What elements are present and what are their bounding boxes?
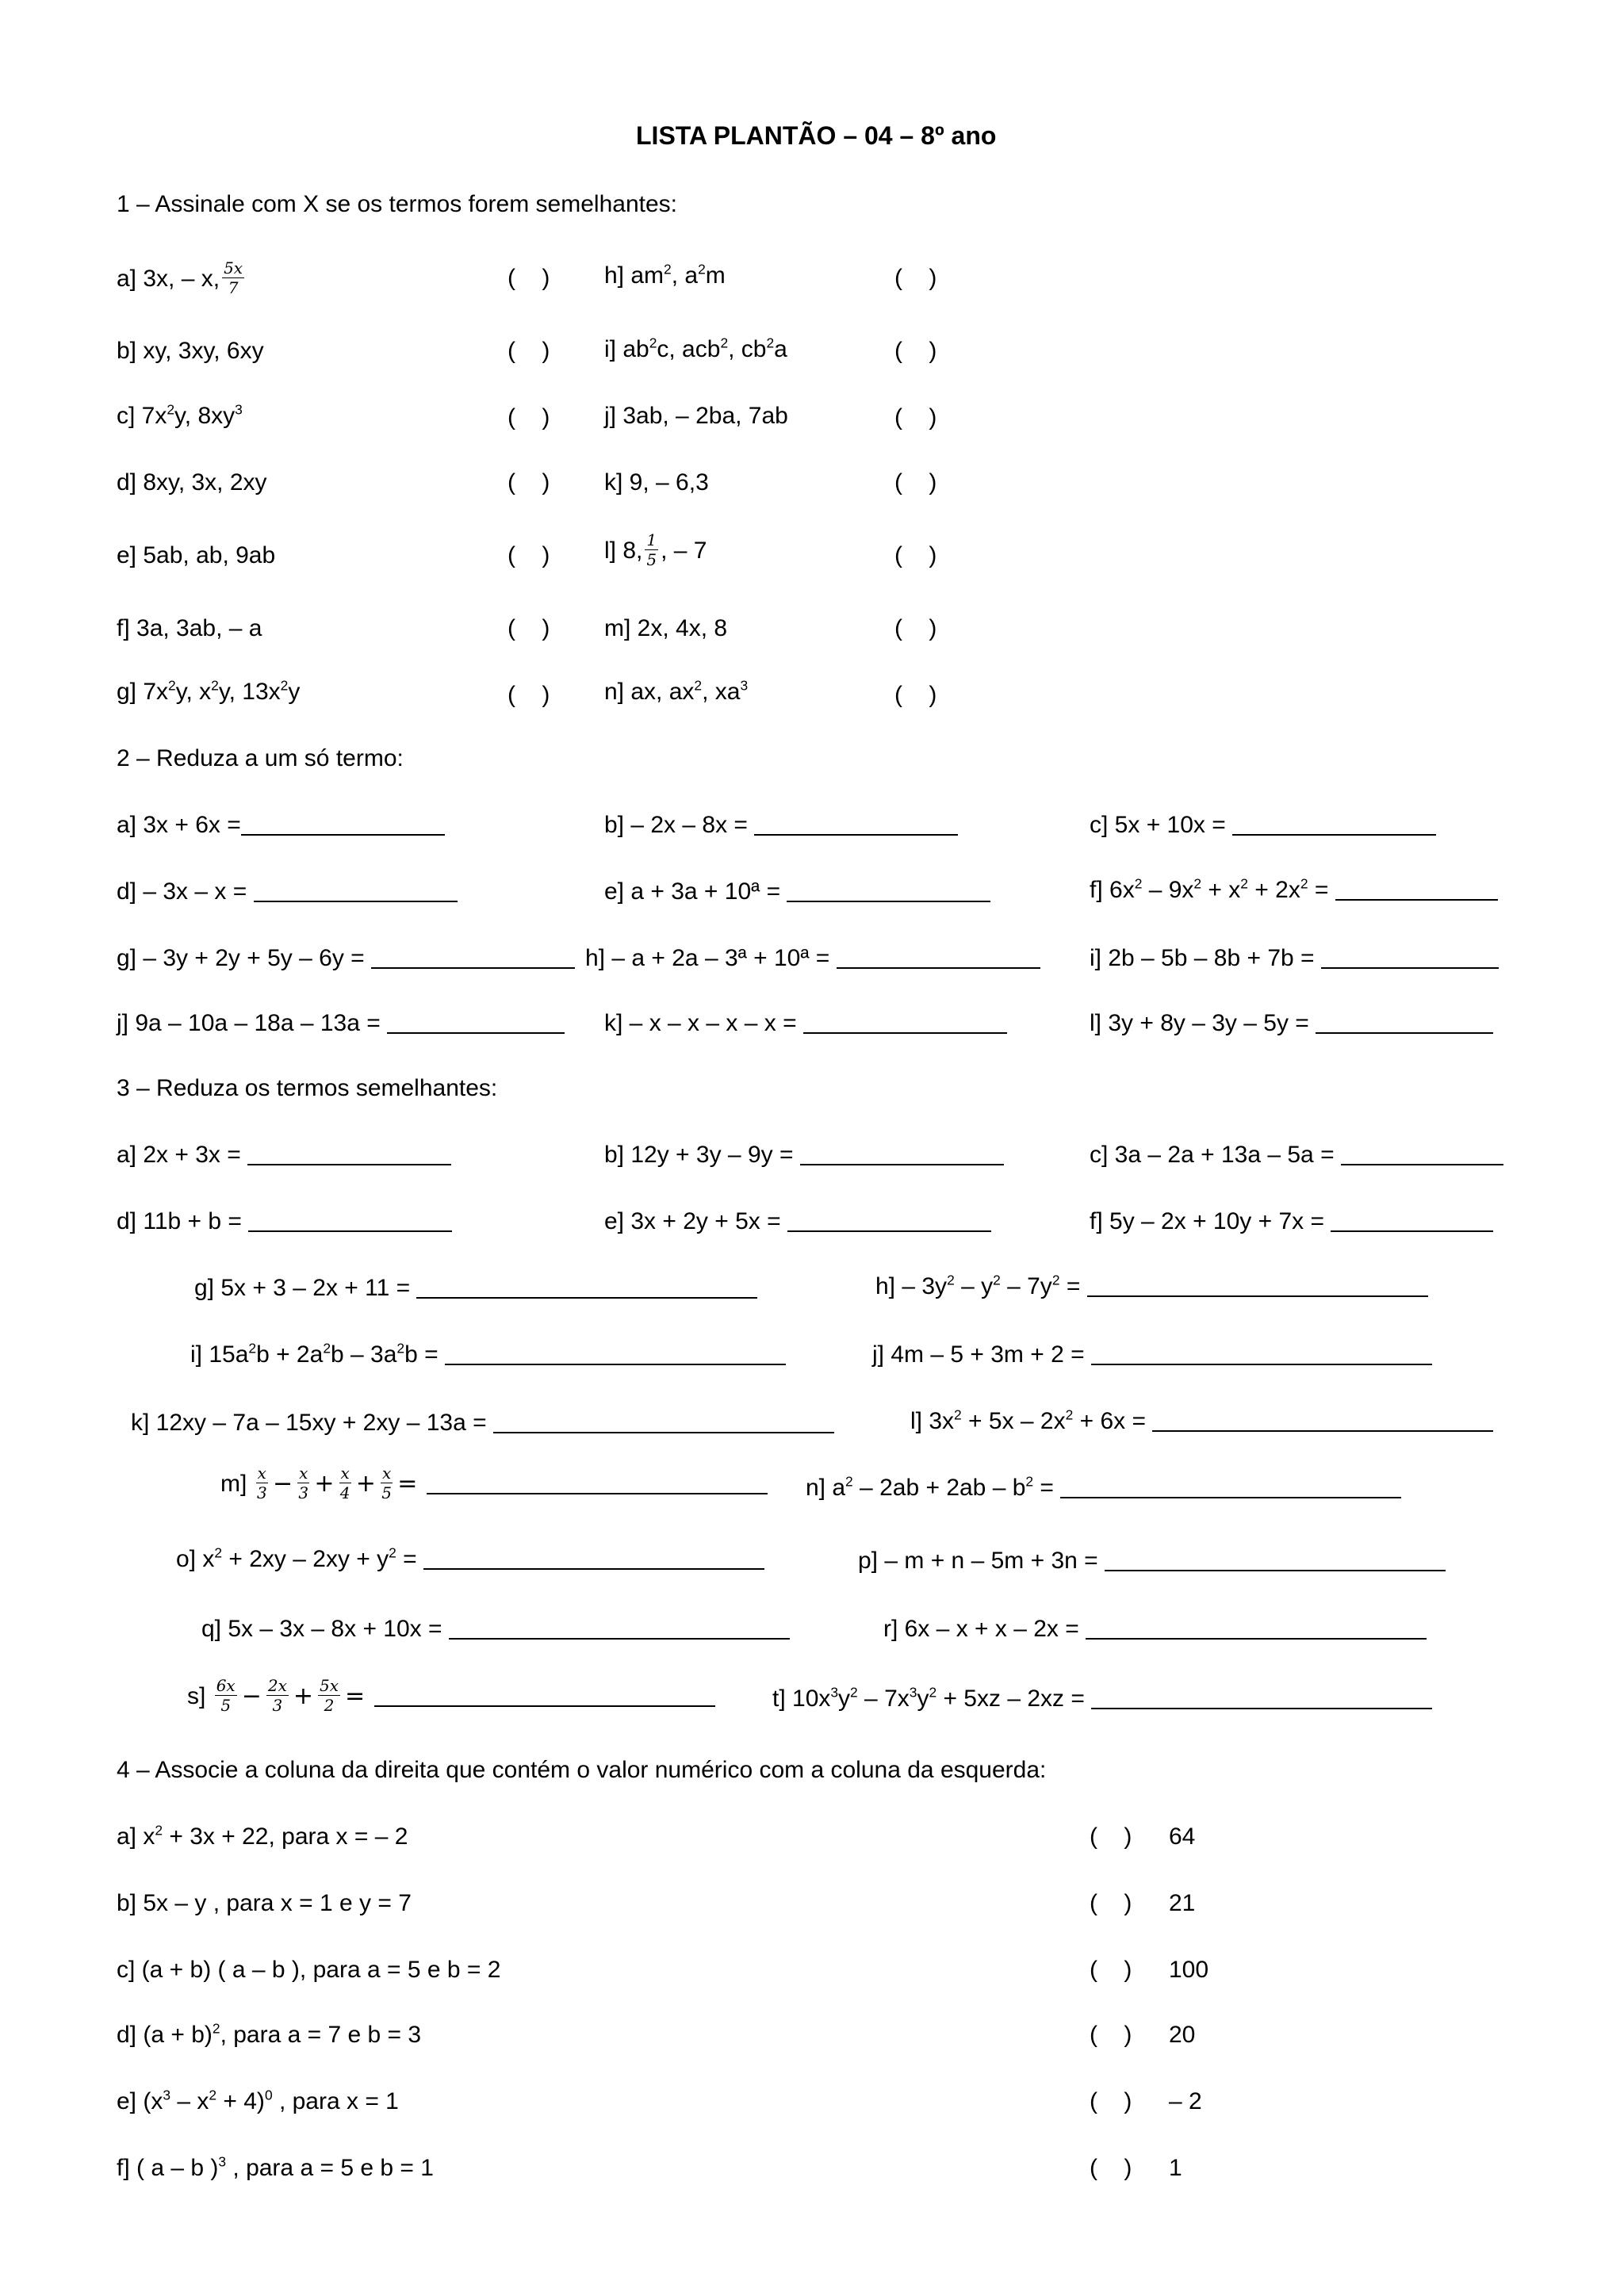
q2-item-a: a] 3x + 6x = [117, 813, 445, 837]
q1-check-j[interactable]: ( ) [894, 404, 937, 430]
question-4-heading: 4 – Associe a coluna da direita que contém o valor numérico com a coluna da esquerda: [117, 1757, 1047, 1783]
answer-blank[interactable] [1087, 1275, 1428, 1297]
q1-check-g[interactable]: ( ) [508, 682, 550, 708]
q1-check-b[interactable]: ( ) [508, 338, 550, 364]
answer-blank[interactable] [1232, 813, 1436, 836]
q1-item-k: k] 9, – 6,3 [604, 469, 709, 496]
q1-check-n[interactable]: ( ) [894, 682, 937, 708]
q2-item-b: b] – 2x – 8x = [604, 813, 958, 837]
q4-match-2[interactable]: ( ) [1090, 1890, 1132, 1916]
q4-match-4[interactable]: ( ) [1090, 2022, 1132, 2048]
answer-blank[interactable] [1060, 1476, 1401, 1498]
answer-blank[interactable] [254, 880, 458, 902]
answer-blank[interactable] [800, 1143, 1004, 1165]
q3-item-i: i] $15a^2b + 2a^2b - 3a^2b$ = [190, 1343, 786, 1367]
q1-item-d: d] 8xy, 3x, 2xy [117, 469, 267, 496]
q1-item-b: b] xy, 3xy, 6xy [117, 338, 264, 364]
answer-blank[interactable] [1331, 1210, 1493, 1232]
q1-item-l: l] 8, $\frac{1}{5}$ , – 7 [604, 530, 707, 569]
answer-blank[interactable] [241, 813, 445, 836]
q3-item-c: c] 3a – 2a + 13a – 5a = [1090, 1143, 1503, 1167]
q2-item-d: d] – 3x – x = [117, 880, 458, 904]
answer-blank[interactable] [371, 947, 575, 969]
q3-item-b: b] 12y + 3y – 9y = [604, 1143, 1004, 1167]
q1-check-k[interactable]: ( ) [894, 469, 937, 496]
q4-match-6[interactable]: ( ) [1090, 2155, 1132, 2181]
fraction: $\frac{x}{4}$ [339, 1464, 350, 1502]
q3-item-m: m] $\frac{x}{3}$ − $\frac{x}{3}$ + $\frac{x}{4}$ + $\frac{x}{5}$ = [220, 1467, 768, 1503]
q2-item-j: j] 9a – 10a – 18a – 13a = [117, 1012, 565, 1035]
q1-item-c: c] $7x^2y$, $8xy^3$ [117, 401, 243, 429]
q4-value-1: 64 [1169, 1823, 1196, 1850]
q4-item-d: d] $(a + b)^2$, para a = 7 e b = 3 [117, 2020, 422, 2048]
answer-blank[interactable] [449, 1617, 790, 1640]
q1-check-e[interactable]: ( ) [508, 542, 550, 568]
q3-item-s: s] $\frac{6x}{5}$ − $\frac{2x}{3}$ + $\frac{5x}{2}$ = [187, 1679, 715, 1716]
answer-blank[interactable] [1091, 1343, 1432, 1365]
q1-check-i[interactable]: ( ) [894, 338, 937, 364]
q1-check-c[interactable]: ( ) [508, 404, 550, 430]
q3-item-j: j] 4m – 5 + 3m + 2 = [872, 1343, 1432, 1367]
q2-item-g: g] – 3y + 2y + 5y – 6y = [117, 947, 575, 970]
q3-item-n: n] $a^2 - 2ab + 2ab - b^2$ = [806, 1476, 1401, 1500]
answer-blank[interactable] [1091, 1687, 1432, 1709]
q1-item-g: g] $7x^2y$, $x^2y$, $13x^2y$ [117, 677, 301, 705]
q3-item-k: k] 12xy – 7a – 15xy + 2xy – 13a = [131, 1411, 834, 1435]
q4-value-4: 20 [1169, 2022, 1196, 2048]
q2-item-i: i] 2b – 5b – 8b + 7b = [1090, 947, 1499, 970]
answer-blank[interactable] [248, 1210, 452, 1232]
q2-item-e: e] a + 3a + 10ª = [604, 880, 990, 904]
q2-item-l: l] 3y + 8y – 3y – 5y = [1090, 1012, 1493, 1035]
answer-blank[interactable] [1335, 878, 1498, 901]
q3-item-e: e] 3x + 2y + 5x = [604, 1210, 991, 1234]
fraction: $\frac{x}{3}$ [256, 1464, 267, 1502]
fraction: $\frac{x}{3}$ [298, 1464, 309, 1502]
q4-item-f: f] ( a – b )$^3$ , para a = 5 e b = 1 [117, 2153, 434, 2181]
q3-item-o: o] $x^2 + 2xy - 2xy + y^2$ = [176, 1548, 764, 1571]
question-2-heading: 2 – Reduza a um só termo: [117, 745, 404, 771]
fraction: $\frac{x}{5}$ [381, 1464, 392, 1502]
q4-match-3[interactable]: ( ) [1090, 1957, 1132, 1983]
q4-match-5[interactable]: ( ) [1090, 2088, 1132, 2114]
q1-item-m: m] 2x, 4x, 8 [604, 615, 728, 641]
answer-blank[interactable] [387, 1012, 565, 1034]
q3-item-t: t] $10x^3y^2 - 7x^3y^2 + 5xz - 2xz$ = [772, 1687, 1432, 1711]
q1-item-j: j] 3ab, – 2ba, 7ab [604, 403, 788, 429]
q1-item-i: i] $ab^2c$, acb$^2$, $cb^2a$ [604, 335, 787, 362]
answer-blank[interactable] [445, 1343, 786, 1365]
answer-blank[interactable] [787, 880, 990, 902]
q4-item-b: b] 5x – y , para x = 1 e y = 7 [117, 1890, 412, 1916]
answer-blank[interactable] [1316, 1012, 1493, 1034]
q2-item-c: c] 5x + 10x = [1090, 813, 1436, 837]
q1-item-a: a] 3x, – x, $\frac{5x}{7}$ [117, 258, 243, 297]
fraction: $\frac{1}{5}$ [646, 530, 657, 569]
question-1-heading: 1 – Assinale com X se os termos forem semelhantes: [117, 191, 677, 217]
fraction: $\frac{5x}{2}$ [320, 1676, 339, 1715]
answer-blank[interactable] [754, 813, 958, 836]
q1-check-a[interactable]: ( ) [508, 265, 550, 291]
answer-blank[interactable] [837, 947, 1040, 969]
answer-blank[interactable] [374, 1685, 715, 1707]
q3-item-l: l] $3x^2 + 5x - 2x^2 + 6x$ = [910, 1410, 1493, 1433]
answer-blank[interactable] [416, 1276, 757, 1299]
fraction: $\frac{5x}{7}$ [224, 258, 243, 297]
q4-item-e: e] $(x^3 - x^2 + 4)^0$ , para x = 1 [117, 2087, 399, 2114]
q1-check-d[interactable]: ( ) [508, 469, 550, 496]
question-3-heading: 3 – Reduza os termos semelhantes: [117, 1075, 498, 1101]
answer-blank[interactable] [803, 1012, 1007, 1034]
answer-blank[interactable] [787, 1210, 991, 1232]
q1-check-f[interactable]: ( ) [508, 615, 550, 641]
q2-item-k: k] – x – x – x – x = [604, 1012, 1007, 1035]
answer-blank[interactable] [1152, 1410, 1493, 1432]
answer-blank[interactable] [427, 1472, 768, 1494]
q1-item-n: n] ax, $ax^2$, $xa^3$ [604, 677, 749, 705]
answer-blank[interactable] [247, 1143, 451, 1165]
q4-value-3: 100 [1169, 1957, 1209, 1983]
answer-blank[interactable] [493, 1411, 834, 1433]
q4-item-a: a] $x^2 + 3x + 22$, para x = – 2 [117, 1822, 408, 1850]
q3-item-g: g] 5x + 3 – 2x + 11 = [194, 1276, 757, 1300]
q3-item-d: d] 11b + b = [117, 1210, 452, 1234]
fraction: $\frac{2x}{3}$ [267, 1676, 287, 1715]
q1-item-e: e] 5ab, ab, 9ab [117, 542, 276, 568]
fraction: $\frac{6x}{5}$ [216, 1676, 236, 1715]
page-title: LISTA PLANTÃO – 04 – 8º ano [636, 121, 997, 150]
q3-item-r: r] 6x – x + x – 2x = [883, 1617, 1427, 1641]
q3-item-a: a] 2x + 3x = [117, 1143, 451, 1167]
answer-blank[interactable] [423, 1548, 764, 1570]
q1-item-f: f] 3a, 3ab, – a [117, 615, 262, 641]
q3-item-f: f] 5y – 2x + 10y + 7x = [1090, 1210, 1493, 1234]
q3-item-h: $h] - 3y^2 - y^2 - 7y^2$ = [875, 1275, 1428, 1299]
q2-item-f: f] $6x^2 - 9x^2 + x^2 + 2x^2$ = [1090, 878, 1498, 902]
q3-item-p: p] – m + n – 5m + 3n = [858, 1549, 1446, 1573]
q4-value-6: 1 [1169, 2155, 1182, 2181]
q3-item-q: q] 5x – 3x – 8x + 10x = [201, 1617, 790, 1641]
q4-match-1[interactable]: ( ) [1090, 1823, 1132, 1850]
answer-blank[interactable] [1086, 1617, 1427, 1640]
q4-value-2: 21 [1169, 1890, 1196, 1916]
q2-item-h: h] – a + 2a – 3ª + 10ª = [585, 947, 1040, 970]
q4-item-c: c] (a + b) ( a – b ), para a = 5 e b = 2 [117, 1957, 501, 1983]
answer-blank[interactable] [1341, 1143, 1503, 1165]
q4-value-5: – 2 [1169, 2088, 1202, 2114]
answer-blank[interactable] [1321, 947, 1499, 969]
q1-check-l[interactable]: ( ) [894, 542, 937, 568]
answer-blank[interactable] [1105, 1549, 1446, 1571]
q1-item-h: h] $am^2$, $a^2m$ [604, 261, 726, 289]
q1-check-m[interactable]: ( ) [894, 615, 937, 641]
q1-check-h[interactable]: ( ) [894, 265, 937, 291]
